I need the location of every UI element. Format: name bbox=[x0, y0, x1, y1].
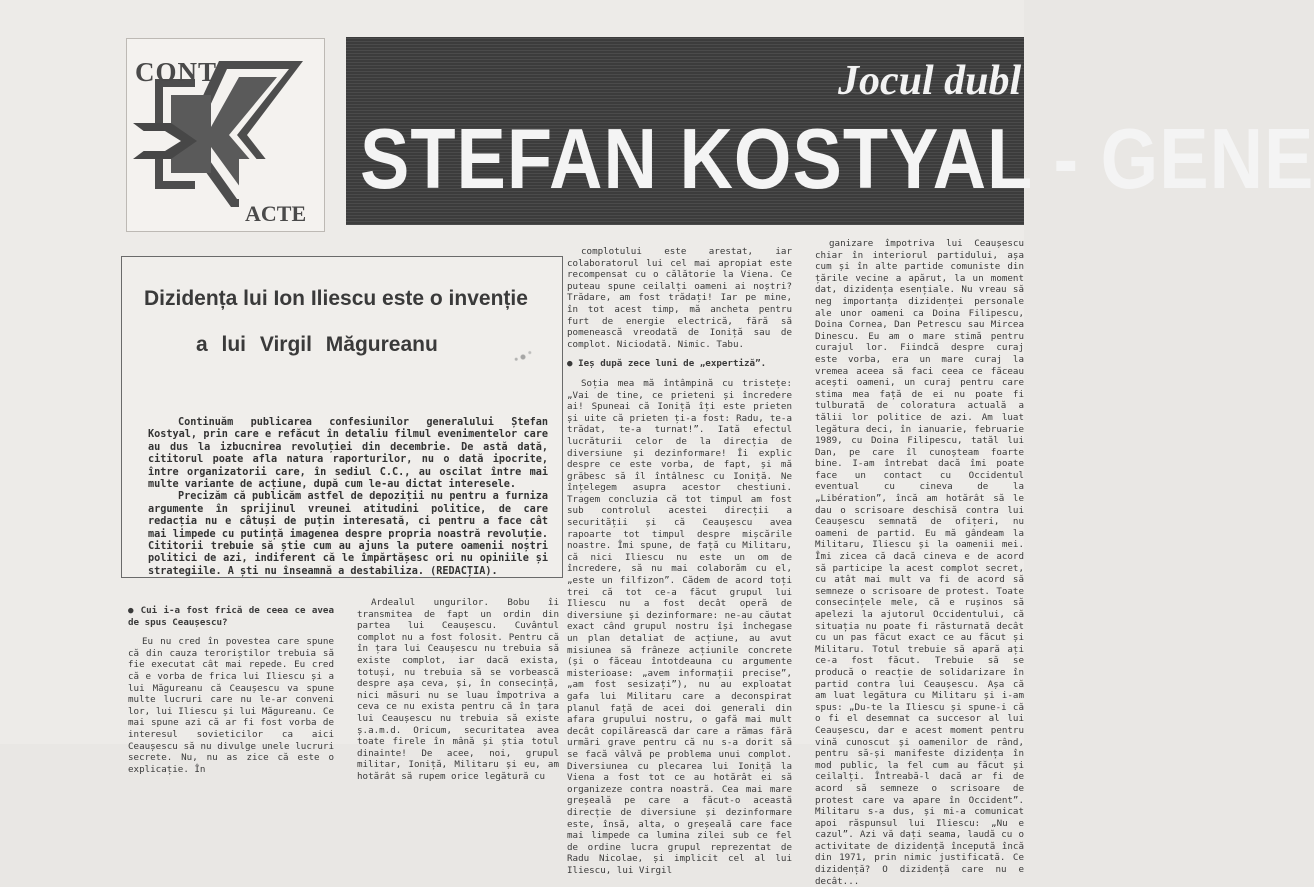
column-text: complotului este arestat, iar colaboratorul lui cel mai apropiat este recompensat cu o călătorie la Viena. Ce puteau spune ceilalți oameni ai noștri? Trădare, am fost trădați! Iar pe mine, în tot acest timp, mă ancheta pentru furt de energie electrică, fără să pomenească vreodată de Ioniță sau de complot. Niciodată. Nimic. Tabu. bbox=[567, 246, 792, 350]
column-subheading: ● Ieș după zece luni de „expertiză”. bbox=[567, 358, 767, 370]
intro-box bbox=[121, 256, 563, 578]
column-text: Ardealul ungurilor. Bobu îi transmitea de fapt un ordin din partea lui Ceaușescu. Cuvântul complot nu a fost folosit. Pentru că în țara lui Ceaușescu nu trebuia să existe complot, iar dacă exista, totuși, nu trebuia să se vorbească despre așa ceva, și, în consecință, nici măsuri nu se luau împotriva a ceva ce nu exista pentru că în țara lui Ceaușescu nu trebuia să existe ș.a.m.d. Oricum, securitatea avea toate firele în mână și știa totul dinainte! De acee, noi, grupul militar, Ioniță, Militaru și eu, am hotărât să rupem orice legătură cu bbox=[357, 597, 559, 782]
logo-top-text: CONT bbox=[135, 57, 218, 87]
text-column-1 bbox=[128, 597, 334, 775]
headline-banner bbox=[346, 37, 1314, 225]
text-column-4 bbox=[815, 238, 1024, 887]
column-text: Soția mea mă întâmpină cu tristețe: „Vai de tine, ce prieteni și încredere ai! Spuneai că Ioniță îți este prieten și uite că prieten ți-a fost: Radu, te-a trădat, te-a turnat!”. Iată efectul lucrăturii celor de la direcția de diversiune și dezinformare! Îi explic despre ce este vorba, de fapt, și mă grăbesc să îl întâlnesc cu Ioniță. Ne înțelegem asupra acestor chestiuni. Tragem concluzia că tot timpul am fost sub controlul acestei direcții a securității și că Ceaușescu avea rapoarte tot timpul despre mișcările noastre. Îmi spune, de față cu Militaru, că nici Iliescu nu este un om de încredere, să nu mai colaborăm cu el, „este un filfizon”. Cădem de acord toți trei că tot ce-a făcut grupul lui Iliescu nu a fost decât operă de diversiune și dezinformare: ne-au căutat exact când grupul nostru își închegase un plan detaliat de acțiune, au avut misiunea să frâneze acțiunile concrete (și o făceau întotdeauna cu argumente misterioase: „avem informații precise”, „am fost sesizați”), nu au exploatat gafa lui Militaru care a deconspirat planul față de acei doi generali din afara grupului nostru, o gafă mai mult decât copilărească dar care a rămas fără urmări grave pentru că nu s-a dorit să se facă vâlvă pe problema unui complot. Diversiunea cu plecarea lui Ioniță la Viena a fost tot ce au hotărât ei să organizeze contra noastră. Cea mai mare greșeală pe care a făcut-o această direcție de diversiune și dezinformare este, însă, alta, o greșeală care face mai limpede ca lumina zilei sub ce fel de ordine lucra grupul reprezentat de Radu Nicolae, și implicit cel al lui Iliescu, lui Virgil bbox=[567, 377, 792, 876]
print-speck bbox=[506, 346, 540, 368]
contacte-logo bbox=[126, 38, 325, 232]
text-column-2 bbox=[357, 597, 559, 782]
editorial-paragraph: Continuăm publicarea confesiunilor generalului Ștefan Kostyal, prin care e refăcut în detaliu filmul evenimentelor care au dus la izbucnirea revoluției din decembrie. De astă dată, cititorul poate afla natura raporturilor, nu o dată ipocrite, între organizatorii care, în sediul C.C., au oscilat între mai multe variante de acțiune, după cum le-au dictat interesele. bbox=[148, 417, 548, 491]
column-text: ganizare împotriva lui Ceaușescu chiar în interiorul partidului, așa cum și în alte partide comuniste din țările vecine a apărut, la un moment dat, dizidența esențiale. Nu vreau să neg importanța dizidenței personale ale unor oameni ca Doina Filipescu, Doina Cornea, Dan Petrescu sau Mircea Dinescu. Eu am o mare stimă pentru curajul lor. Fiindcă despre curaj este vorba, era un mare curaj la vremea aceea să faci ceea ce făceau acești oameni, un curaj pentru care stima mea față de ei nu poate fi tulburată de coloratura actuală a tălii lor politice de azi. Am luat legătura deci, în ianuarie, februarie 1989, cu Doina Filipescu, tatăl lui Dan, pe care îl cunoșteam foarte bine. I-am întrebat dacă îmi poate face un contact cu Occidentul eventual cu cineva de la „Libération”, încă am hotărât să le dau o scrisoare deschisă contra lui Ceaușescu semnată de ofițeri, nu oameni de partid. Eu mă gândeam la Militaru, Iliescu și la oamenii mei. Îmi zicea că dacă cineva e de acord să participe la acest complot secret, cu atât mai mult va fi de acord să semneze o scrisoare de protest. Toate consecințele mele, că e rușinos să apelezi la ajutorul Occidentului, că situația nu poate fi răsturnată decât cu un pas făcut exact ce au făcut și Militaru. Totul trebuie să apară ați ce-a fost făcut. Trebuie să se producă o reacție de solidarizare în partid contra lui Ceaușescu. Așa că am luat legătura cu Militaru și i-am spus: „Du-te la Iliescu și spune-i că o fi el desemnat ca succesor al lui Ceaușescu, dar e acest moment pentru vină cunoscut și oamenilor de rând, pentru să-și manifeste dizidența în mod public, la fel cum au făcut și ceilalți. Întreabă-l dacă ar fi de acord să semneze o scrisoare de protest care va apare în Occident”. Militaru s-a dus, și mi-a comunicat apoi răspunsul lui Iliescu: „Nu e cazul”. Azi vă dați seama, laudă cu o activitate de dizidență începută încă din 1971, prin nimic justificată. Ce dizidență? O dizidență care nu e decât... bbox=[815, 238, 1024, 887]
banner-kicker: Jocul dubl bbox=[838, 58, 1022, 104]
column-subheading: ● Cui i-a fost frică de ceea ce avea de spus Ceaușescu? bbox=[128, 605, 334, 628]
text-column-3 bbox=[567, 246, 792, 876]
article-title-line2: a lui Virgil Măgureanu bbox=[196, 333, 438, 356]
article-title-line1: Dizidența lui Ion Iliescu este o invenție bbox=[144, 287, 528, 310]
banner-headline: STEFAN KOSTYAL - GENE bbox=[360, 111, 1314, 207]
editorial-paragraph: Precizăm că publicăm astfel de depoziții nu pentru a furniza argumente în sprijinul vreunei atitudini politice, de care redacția nu e câtuși de puțin interesată, ci pentru a face cât mai limpede cu putință imagenea despre propria noastră revoluție. Cititorii trebuie să știe cum au ajuns la putere oamenii noștri politici de azi, indiferent că le împărtășesc ori nu opiniile și strategiile. A ști nu înseamnă a destabiliza. (REDACȚIA). bbox=[148, 491, 548, 577]
editorial-note bbox=[148, 417, 548, 578]
logo-bottom-text: ACTE bbox=[245, 201, 307, 226]
column-text: Eu nu cred în povestea care spune că din cauza teroriștilor trebuia să fie executat cât mai repede. Eu cred că e vorba de frica lui Iliescu și a lui Măgureanu că Ceaușescu va spune multe lucruri care nu le-ar conveni lor, lui Iliescu și lui Măgureanu. Ce mai spune azi că ar fi fost vorba de interesul sovieticilor ca aici Ceaușescu să nu divulge unele lucruri secrete. Nu, nu as zice că este o explicație. În bbox=[128, 636, 334, 775]
